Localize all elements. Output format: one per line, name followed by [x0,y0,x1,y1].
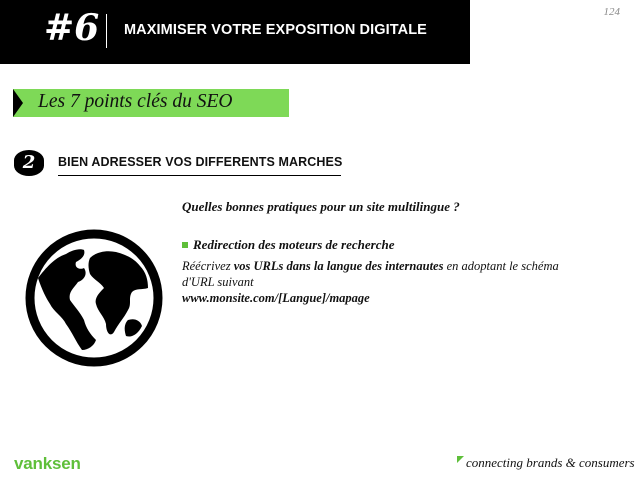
section-number: #6 [44,7,100,49]
page-number: 124 [603,6,620,18]
header-divider [106,14,107,48]
header-title: MAXIMISER VOTRE EXPOSITION DIGITALE [124,22,427,38]
tagline: connecting brands & consumers [466,455,635,470]
paragraph [182,258,592,306]
question-text: Quelles bonnes pratiques pour un site multilingue ? [182,199,460,214]
banner-arrow-icon [13,89,23,117]
point-heading: BIEN ADRESSER VOS DIFFERENTS MARCHES [58,155,343,169]
paragraph-text-2: en adoptant le schéma d'URL suivant [182,259,559,289]
bullet-square-icon [182,242,188,248]
point-underline [58,175,341,176]
url-example: www.monsite.com/[Langue]/mapage [182,291,370,305]
bullet-text: Redirection des moteurs de recherche [193,237,395,252]
point-number-badge: 2 [14,150,44,176]
content-block [182,199,592,306]
tagline-mark-icon [457,456,464,463]
globe-icon [24,228,164,368]
bullet-item [182,237,592,253]
paragraph-bold-text: vos URLs dans la langue des internautes [233,259,444,273]
vanksen-logo: vanksen [14,454,81,473]
paragraph-text-1: Réécrivez [182,259,234,273]
banner-title: Les 7 points clés du SEO [38,91,233,112]
